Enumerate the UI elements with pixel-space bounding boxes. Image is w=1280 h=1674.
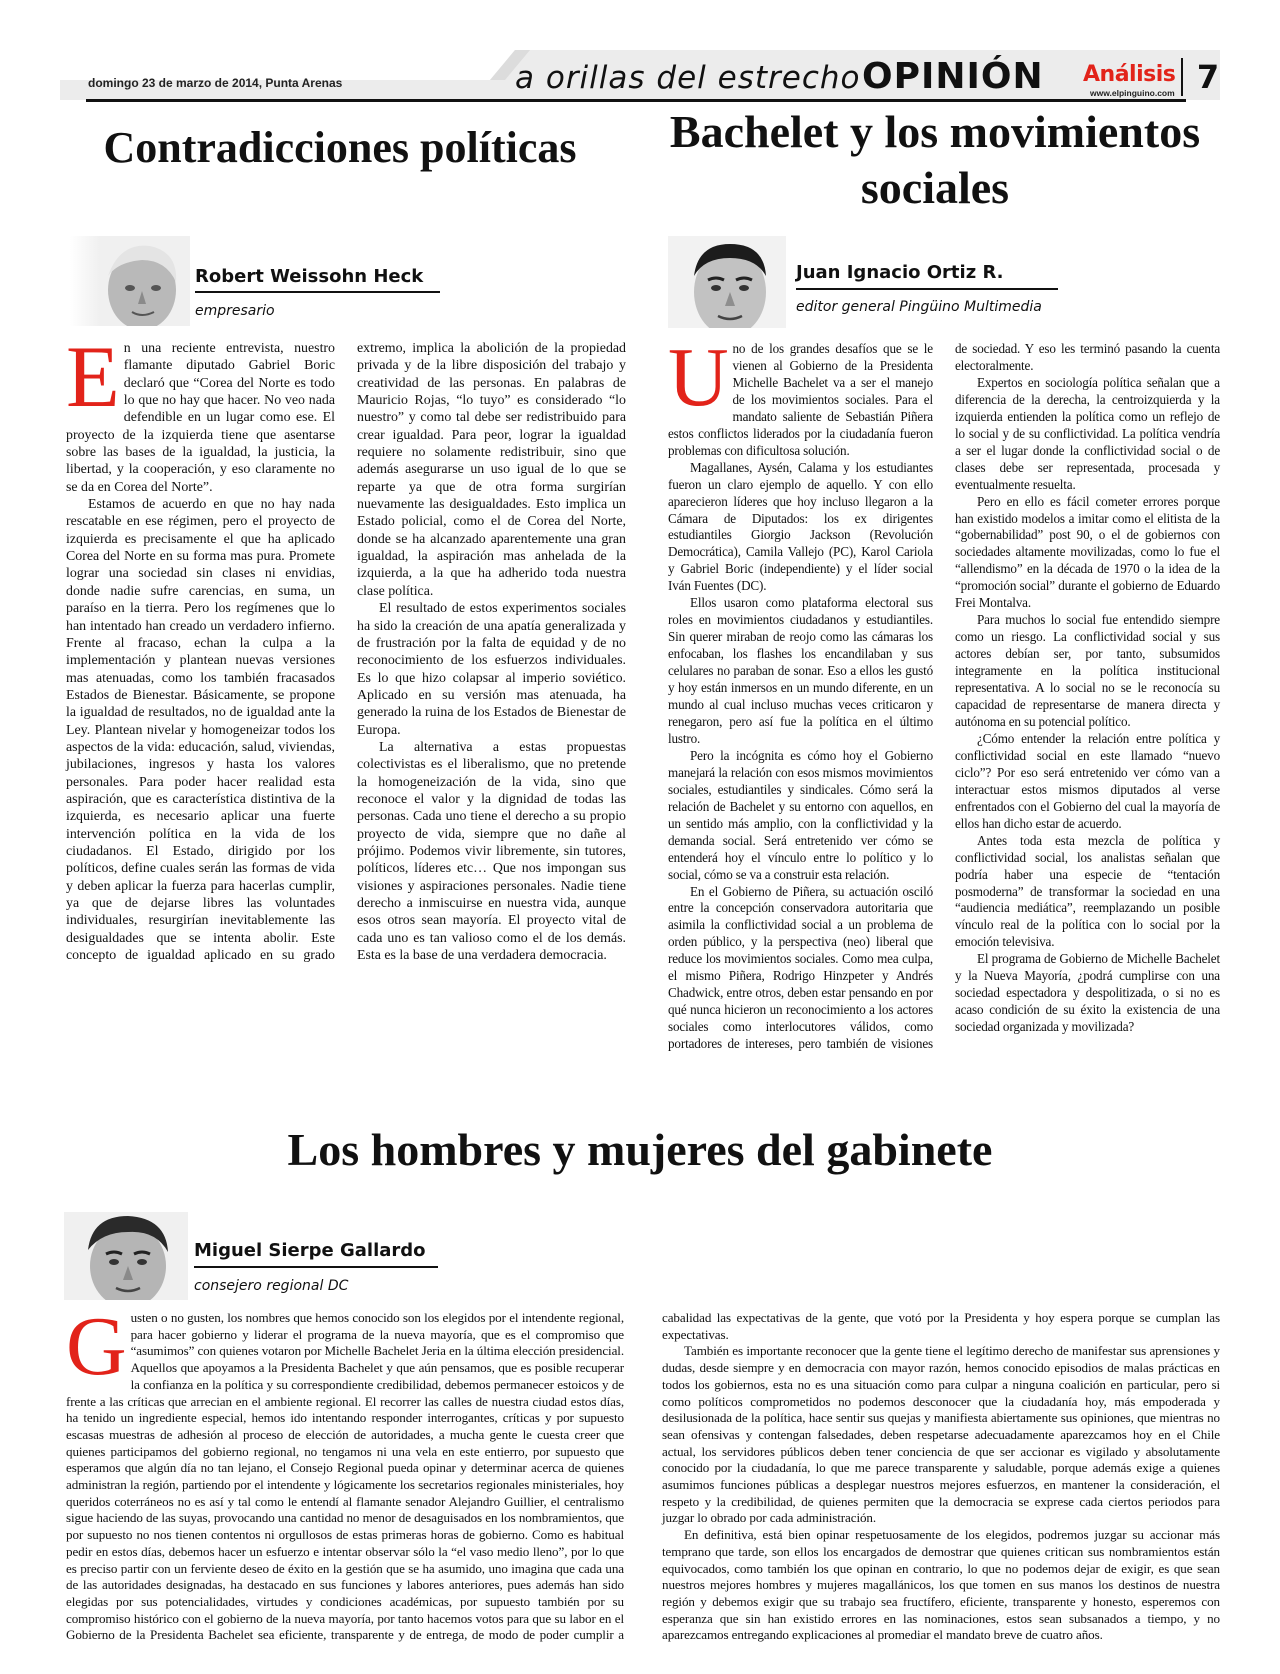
article-1-body (66, 329, 626, 1080)
article-1-title: Contradicciones políticas (103, 123, 577, 172)
section-category: OPINIÓN (862, 56, 1044, 97)
article-1-author: Robert Weissohn Heck (195, 266, 424, 287)
author-portrait-icon (668, 236, 786, 328)
article-paragraph: Estamos de acuerdo en que no hay nada rescatable en ese régimen, pero el proyecto de izquierda es precisamente el que ha aplicado Corea del Norte en su forma mas pura. Promete lograr una sociedad sin clases ni envidias, donde nadie sufre carencias, en suma, un paraíso en la tierra. Pero los regímenes que lo han intentado han creado un verdadero infierno. Frente al fracaso, echan la culpa a la implementación y plantean nuevas versiones mas atenuadas, como los también fracasados Estados de Bienestar. Básicamente, se propone la igualdad de resultados, no de igualdad ante la Ley. Plantean nivelar y homogeneizar todos los aspectos de la vida: educación, salud, viviendas, jubilaciones, ingresos y hasta los valores personales. Para poder hacer realidad esta aspiración, que es característica distintiva de la izquierda, es necesario aplicar una fuerte intervención política en la vida de los ciudadanos. El Estado, dirigido por los políticos, define cuales serán las formas de vida y deben aplicar la fuerza para hacerlas cumplir, ya que de dejarse libres las voluntades individuales, resurgirían inevitablemente las desigualdades que se intenta abolir. Este concepto de igualdad aplicado en su grado extremo, implica la abolición de la propiedad privada y de la libre disposición del trabajo y creatividad de las personas. En palabras de Mauricio Rojas, “lo tuyo” es considerado “lo nuestro” y como tal debe ser redistribuido para crear igualdad. Para peor, lograr la igualdad requiere no solamente redistribuir, sino que además asegurarse un uso igual de lo que se reparte ya que de otra forma surgirían nuevamente las desigualdades. Esto implica un Estado policial, como el de Corea del Norte, donde se ha alcanzado aparentemente una gran igualdad, la aspiración mas anhelada de la izquierda, a la que ha adherido toda nuestra clase política. (66, 341, 626, 964)
article-paragraph: Pero la incógnita es cómo hoy el Gobierno manejará la relación con esos mismos movimientos sociales, estudiantiles y sindicales. Cómo será la relación de Bachelet y su entorno con aquellos, en un sentido más amplio, con la conflictividad y la demanda social. Será entretenido ver cómo se entenderá hoy el vínculo entre lo político y lo social, cómo se va a construir esta relación. (668, 747, 933, 882)
article-paragraph: En definitiva, está bien opinar respetuosamente de los elegidos, podremos juzgar su accionar más temprano que tarde, son ellos los encargados de demostrar que quienes critican sus nombramientos están equivocados, como también los que opinan en contrario, lo que no podemos dejar de exigir, es que sean nuestros mejores hombres y mujeres magallánicos, los que tomen en sus manos los destinos de nuestra región y debemos exigir que su trabajo sea fructífero, eficiente, transparente y honesto, esperemos con esperanza que sin han existido errores en las nominaciones, estos sean subsanados a tiempo, y no aparezcamos entregando explicaciones al promediar el mandato breve de cuatro años. (662, 1527, 1220, 1643)
article-paragraph: Magallanes, Aysén, Calama y los estudiantes fueron un claro ejemplo de aquello. Y con ello aparecieron líderes que hoy incluso llegaron a la Cámara de Diputados: los ex dirigentes estudiantiles Giorgio Jackson (Revolución Democrática), Camila Vallejo (PC), Karol Cariola y Gabriel Boric (independiente) y el líder social Iván Fuentes (DC). (668, 459, 933, 594)
byline-rule (195, 291, 440, 293)
drop-cap: U (668, 331, 729, 424)
drop-cap: G (66, 1300, 127, 1393)
article-paragraph: La alternativa a estas propuestas colectivistas es el liberalismo, que no pretende la homogeneización de la vida, sino que reconoce el valor y la dignidad de todas las personas. Cada uno tiene el derecho a su propio proyecto de vida, siempre que no dañe al prójimo. Podemos vivir libremente, sin tutores, políticos, líderes etc… Que nos impongan sus visiones y aspiraciones personales. Nadie tiene derecho a inmiscuirse en nuestra vida, aunque esos otros sean mayoría. El proyecto vital de cada uno es tan valioso como el de los demás. Esta es la base de una verdadera democracia. (357, 739, 626, 964)
article-3-title: Los hombres y mujeres del gabinete (287, 1124, 993, 1175)
article-paragraph: Ellos usaron como plataforma electoral sus roles en movimientos ciudadanos y estudiantiles. Sin querer miraban de reojo como las cámaras los enfocaban, los flashes los encandilaban y sus celulares no paraban de sonar. Eso a ellos les gustó y hoy están inmersos en un mundo diferente, en un mundo al cual incluso muchas veces criticaron y renegaron, pero así fue la política en el último lustro. (668, 595, 933, 746)
article-paragraph: Pero en ello es fácil cometer errores porque han existido modelos a imitar como el elitista de la “gobernabilidad” post 90, o el de gobiernos con sociedades altamente movilizadas, como lo fue el “allendismo” en la década de 1970 o la idea de la “promoción social” durante el gobierno de Eduardo Frei Montalva. (955, 493, 1220, 611)
header-divider (1181, 58, 1183, 96)
drop-cap: E (66, 329, 120, 426)
article-3-author: Miguel Sierpe Gallardo (194, 1240, 426, 1261)
author-portrait-icon (70, 236, 190, 326)
article-paragraph: Uno de los grandes desafíos que se le vienen al Gobierno de la Presidenta Michelle Bachelet va a ser el manejo de los movimientos sociales. Para el mandato saliente de Sebastián Piñera estos conflictos liderados por la ciudadanía fueron problemas con dificultosa solución. (668, 331, 933, 458)
article-2-author-role: editor general Pingüino Multimedia (796, 299, 1042, 315)
article-paragraph: ¿Cómo entender la relación entre política y conflictividad social en este llamado “nuevo ciclo”? Por eso será entretenido ver cómo van a interactuar estos mismos diputados al verse enfrentados con el Gobierno del cual la mayoría de ellos han dicho estar de acuerdo. (955, 730, 1220, 831)
article-paragraph: Gusten o no gusten, los nombres que hemos conocido son los elegidos por el intendente regional, para hacer gobierno y liderar el programa de la nueva mayoría, que es el compromiso que “asumimos” con quienes votaron por Michelle Bachelet Jeria en la última elección presidencial. Aquellos que apoyamos a la Presidenta Bachelet y que aún pensamos, que es posible recuperar la confianza en la política y su correspondiente credibilidad, debemos permanecer estoicos y de frente a las críticas que arrecian en el ambiente regional. El recorrer las calles de nuestra ciudad estos días, ha tenido un ingrediente especial, hemos ido intentando responder interrogantes, críticas y por supuesto escasas muestras de adhesión al proceso de elección de autoridades, a mucha gente le cuesta creer que quienes participamos del gobierno regional, no tengamos ni una vela en este entierro, por supuesto que esperamos que algún día no tan lejano, el Consejo Regional pueda opinar y determinar acerca de quienes administran la región, partiendo por el intendente y lógicamente los secretarios regionales ministeriales, hoy queridos coterráneos no es así y tal como le entendí al flamante senador Alejandro Guillier, el centralismo sigue haciendo de las suyas, provocando una cantidad no menor de desaguisados en los nombramientos, que por supuesto no nos tienen contentos ni orgullosos de estas primeras horas de gobierno. Como es habitual pedir en estos días, debemos hacer un esfuerzo e intentar observar sólo la “el vaso medio lleno”, por lo que es preciso partir con un ferviente deseo de éxito en la gestión que se ha asumido, uno imagina que cada una de las autoridades designadas, ha destacado en sus funciones y labores anteriores, pues además han sido elegidas por sus potencialidades, virtudes y condiciones académicas, por supuesto también por su compromiso histórico con el gobierno de la nueva mayoría, por tanto hacemos votos para que su labor en el Gobierno de la Presidenta Bachelet sea eficiente, transparente y de entrega, de modo de poder cumplir a cabalidad las expectativas de la gente, que votó por la Presidenta y hoy espera porque se cumplan las expectativas. (66, 1300, 1220, 1643)
article-paragraph: Expertos en sociología política señalan que a diferencia de la derecha, la centroizquierda y la izquierda entienden la política como un reflejo de lo social y de su conflictividad. La política vendría a ser el lugar donde la conflictividad social o de clases debe ser representada, procesada y eventualmente resuelta. (955, 374, 1220, 492)
article-2-body (668, 331, 1220, 1081)
brand-logo: Análisis (1083, 62, 1176, 87)
article-3-author-role: consejero regional DC (194, 1278, 349, 1294)
header-rule (86, 99, 1186, 102)
author-photo-2 (668, 236, 786, 328)
section-name: a orillas del estrecho (515, 60, 861, 96)
article-paragraph: Antes toda esta mezcla de política y conflictividad social, los analistas señalan que podría haber una especie de “tentación posmoderna” de transformar la sociedad en una “audiencia mediática”, reemplazando un posible vínculo real de la política con lo social por la emoción televisiva. (955, 832, 1220, 950)
article-paragraph: Para muchos lo social fue entendido siempre como un riesgo. La conflictividad social y sus actores debían ser, por tanto, subsumidos integramente en la política institucional representativa. A lo social no se le reconocía su capacidad de representarse de manera directa y autónoma en su potencial político. (955, 612, 1220, 729)
author-photo-1 (70, 236, 190, 326)
author-portrait-icon (64, 1212, 188, 1300)
brand-url: www.elpinguino.com (1090, 88, 1175, 98)
article-paragraph: El programa de Gobierno de Michelle Bachelet y la Nueva Mayoría, ¿podrá cumplirse con una sociedad espectadora y despolitizada, o si no es acaso condición de su éxito la existencia de una sociedad organizada y movilizada? (955, 951, 1220, 1035)
byline-rule (796, 288, 1058, 290)
article-2-title: Bachelet y los movimientos sociales (669, 106, 1201, 213)
article-1-author-role: empresario (195, 303, 275, 319)
page-number: 7 (1196, 58, 1220, 96)
edition-date: domingo 23 de marzo de 2014, Punta Arenas (88, 76, 343, 90)
article-paragraph: El resultado de estos experimentos sociales ha sido la creación de una apatía generalizada y de frustración por la falta de equidad y de no reconocimiento de los esfuerzos individuales. Es lo que hizo colapsar al imperio soviético. Aplicado en su versión mas atenuada, ha generado la ruina de los Estados de Bienestar de Europa. (357, 601, 626, 738)
article-paragraph: También es importante reconocer que la gente tiene el legítimo derecho de manifestar sus aprensiones y dudas, desde siempre y en democracia con mayor razón, hemos conocido episodios de malas prácticas en todos los gobiernos, esta no es una situación como para culpar a ninguna coalición en particular, pero si como políticos comprometidos no podemos desconocer que la ciudadanía hoy, más empoderada y desilusionada de la política, hace sentir sus quejas y manifiesta abiertamente sus opiniones, que mientras no sean ofensivas y contengan falsedades, deben respetarse adecuadamente aparezcamos hoy en el Chile actual, los servidores públicos deben tener conciencia de que ser accionar es vigilado y absolutamente conocido por la ciudadanía, lo que me parece transparente y saludable, porque además exige a quienes asumimos funciones públicas a desplegar nuestros mejores esfuerzos, en mantener la consideración, el respeto y la credibilidad, de quienes permiten que la democracia se exprese cada ciertos periodos para juzgar lo obrado por cada administración. (662, 1343, 1220, 1526)
byline-rule (194, 1266, 438, 1268)
article-paragraph: En una reciente entrevista, nuestro flamante diputado Gabriel Boric declaró que “Corea del Norte es todo lo que no hay que hacer. No veo nada defendible en un lugar como ese. El proyecto de la izquierda tiene que asentarse sobre las bases de la igualdad, la justicia, la libertad, y la cooperación, y eso claramente no se da en Corea del Norte”. (66, 329, 335, 495)
author-photo-3 (64, 1212, 188, 1300)
article-2-author: Juan Ignacio Ortiz R. (796, 262, 1004, 283)
page-header (0, 0, 1280, 110)
article-3-body (66, 1300, 1220, 1660)
article-paragraph: En el Gobierno de Piñera, su actuación osciló entre la concepción conservadora autoritaria que asimila la conflictividad social a un problema de orden público, y la perspectiva (neo) liberal que reduce los movimientos sociales. Como mea culpa, el mismo Piñera, Rodrigo Hinzpeter y Andrés Chadwick, entre otros, deben estar pensando en por qué nunca hicieron un reconocimiento a los actores sociales como interlocutores válidos, como portadores de intereses, pero también de visiones de sociedad. Y eso les terminó pasando la cuenta electoralmente. (668, 341, 1220, 1052)
